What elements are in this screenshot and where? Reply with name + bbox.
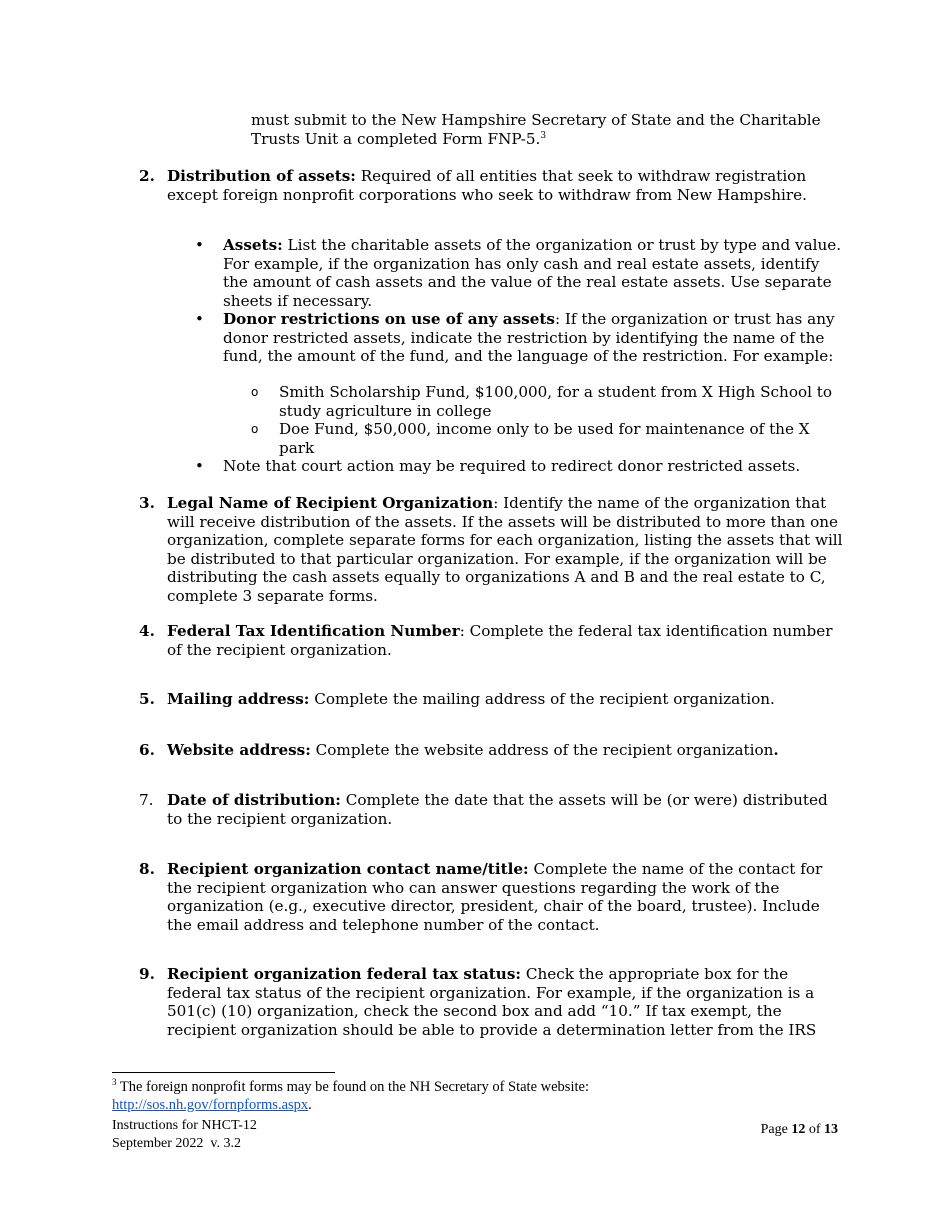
court-action-note: Note that court action may be required to redirect donor restricted assets. (223, 457, 801, 475)
item-9-text: Recipient organization federal tax status: Check the appropriate box for the federal tax status of the recipient organization. For example, if the organization is a 501(c) (10) organization, check the second box and add “10.” If tax exempt, the recipient organization should be able to provide a determination letter from the IRS (167, 965, 817, 1039)
item-8-text: Recipient organization contact name/title: Complete the name of the contact for the recipient organization who can answer questions regarding the work of the organization (e.g., executive director, president, chair of the board, trustee). Include the email address and telephone number of the contact. (167, 860, 823, 934)
bullet-icon: • (195, 457, 204, 475)
sub-bullet-smith-fund: Smith Scholarship Fund, $100,000, for a student from X High School to study agriculture in college (279, 383, 833, 420)
item-2-text: Distribution of assets: Required of all entities that seek to withdraw registration except foreign nonprofit corporations who seek to withdraw from New Hampshire. (167, 167, 807, 204)
item-8-number: 8. (139, 860, 155, 878)
item-3-text: Legal Name of Recipient Organization: Identify the name of the organization that will receive distribution of the assets. If the assets will be distributed to more than one organization, complete separate forms for each organization, listing the assets that will be distributed to that particular organization. For example, if the organization will be distributing the cash assets equally to organizations A and B and the real estate to C, complete 3 separate forms. (167, 494, 843, 605)
item-6-title: Website address: (167, 741, 311, 759)
assets-title: Assets: (223, 236, 283, 254)
page-number: Page 12 of 13 (760, 1122, 838, 1137)
item-6-text: Website address: Complete the website address of the recipient organization. (167, 741, 779, 759)
circle-bullet-icon: o (251, 385, 259, 399)
item-4-number: 4. (139, 622, 155, 640)
footer-doc-name: Instructions for NHCT-12 (112, 1118, 257, 1133)
item-4-text: Federal Tax Identification Number: Complete the federal tax identification number of the recipient organization. (167, 622, 833, 659)
item-7-number: 7. (139, 791, 154, 809)
donor-restrictions-title: Donor restrictions on use of any assets (223, 310, 555, 328)
intro-line-2: Trusts Unit a completed Form FNP-5. (251, 129, 541, 148)
item-5-title: Mailing address: (167, 690, 310, 708)
item-2-number: 2. (139, 167, 155, 185)
item-8-title: Recipient organization contact name/title: (167, 860, 529, 878)
footer-version: September 2022 v. 3.2 (112, 1135, 241, 1151)
item-5-text: Mailing address: Complete the mailing address of the recipient organization. (167, 690, 775, 708)
item-3-number: 3. (139, 494, 155, 512)
intro-line-1: must submit to the New Hampshire Secretary of State and the Charitable (251, 111, 821, 129)
item-4-title: Federal Tax Identification Number (167, 622, 460, 640)
footer-left (112, 1117, 512, 1152)
item-6-number: 6. (139, 741, 155, 759)
item-2-title: Distribution of assets: (167, 167, 356, 185)
item-3-title: Legal Name of Recipient Organization (167, 494, 494, 512)
item-5-number: 5. (139, 690, 155, 708)
intro-paragraph (251, 111, 851, 148)
circle-bullet-icon: o (251, 422, 259, 436)
item-7-text: Date of distribution: Complete the date that the assets will be (or were) distributed to the recipient organization. (167, 791, 828, 828)
footnote-divider (112, 1072, 335, 1073)
assets-bullet: Assets: List the charitable assets of the organization or trust by type and value. For example, if the organization has only cash and real estate assets, identify the amount of cash assets and the value of the real estate assets. Use separate sheets if necessary. (223, 236, 842, 310)
donor-restrictions-bullet: Donor restrictions on use of any assets: If the organization or trust has any donor restricted assets, indicate the restriction by identifying the name of the fund, the amount of the fund, and the language of the restriction. For example: (223, 310, 835, 366)
footnote-ref: 3 (540, 130, 547, 141)
secretary-of-state-link[interactable]: http://sos.nh.gov/fornpforms.aspx (112, 1096, 309, 1113)
item-7-title: Date of distribution: (167, 791, 341, 809)
item-9-title: Recipient organization federal tax status: (167, 965, 522, 983)
item-9-number: 9. (139, 965, 155, 983)
sub-bullet-doe-fund: Doe Fund, $50,000, income only to be used for maintenance of the X park (279, 420, 810, 457)
bullet-icon: • (195, 236, 204, 254)
footnote: $^3$ The foreign nonprofit forms may be found on the NH Secretary of State website: http://sos.nh.gov/fornpforms.aspx. (112, 1077, 589, 1113)
bullet-icon: • (195, 310, 204, 328)
